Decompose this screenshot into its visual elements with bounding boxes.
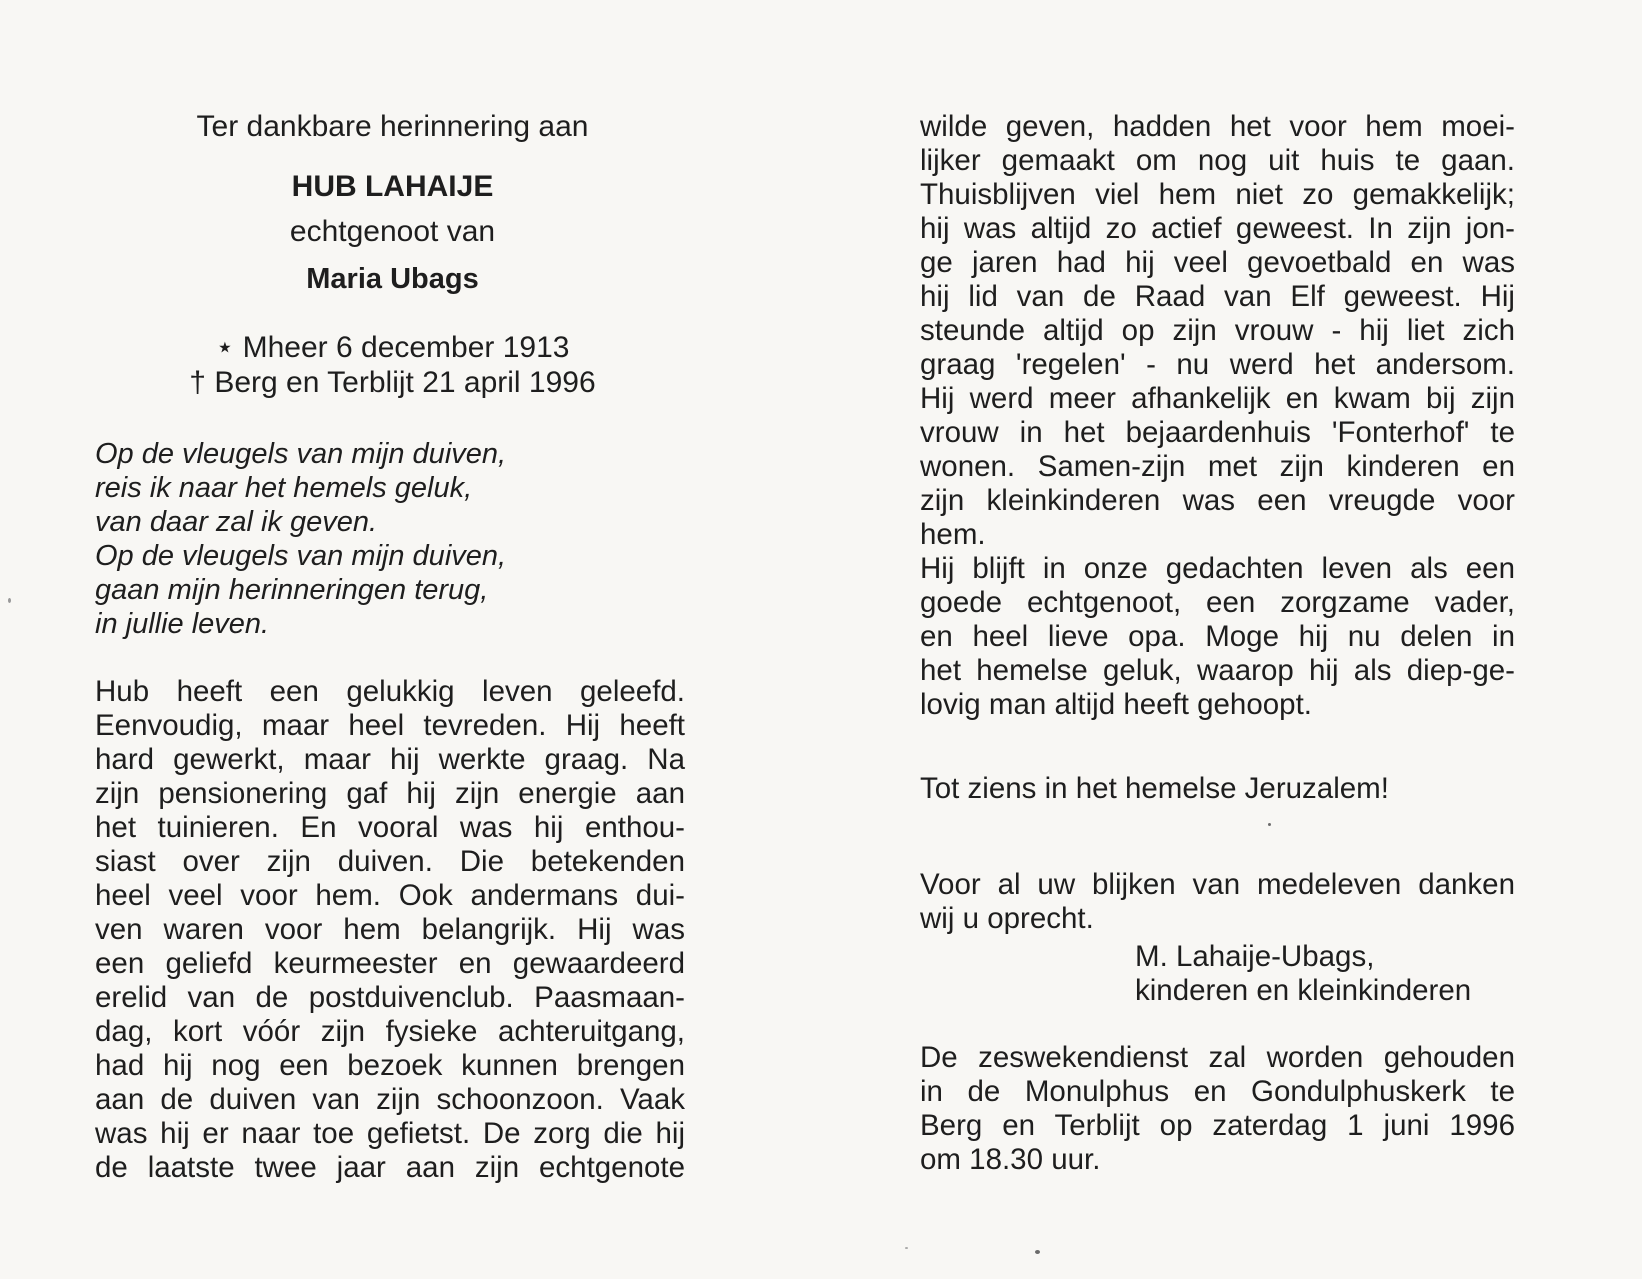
bio-line: siast over zijn duiven. Die betekenden [95,845,685,878]
biography-left [95,675,685,1185]
bio-line: heel veel voor hem. Ook andermans dui- [95,879,685,912]
bio-line: het hemelse geluk, waarop hij als diep-ge- [920,654,1515,687]
bio-line: was hij er naar toe gefietst. De zorg die hij [95,1117,685,1150]
bio-line: zijn pensionering gaf hij zijn energie aan [95,777,685,810]
birth-line: ⋆ Mheer 6 december 1913 [215,331,570,364]
signature-block [1135,940,1515,1008]
service-line: in de Monulphus en Gondulphuskerk te [920,1075,1515,1108]
dust-speck [8,598,11,603]
service-line: om 18.30 uur. [920,1143,1101,1176]
service-notice [920,1041,1515,1177]
bio-line: Thuisblijven viel hem niet zo gemakkelijk; [920,178,1515,211]
bio-line: ge jaren had hij veel gevoetbald en was [920,246,1515,279]
bio-line: steunde altijd op zijn vrouw - hij liet zich [920,314,1515,347]
farewell-line: Tot ziens in het hemelse Jeruzalem! [920,772,1389,805]
bio-line: het tuinieren. En vooral was hij enthou- [95,811,685,844]
dust-speck [1035,1250,1040,1254]
dust-speck [905,1247,908,1249]
poem-line: Op de vleugels van mijn duiven, [95,540,507,572]
bio-line: zijn kleinkinderen was een vreugde voor [920,484,1515,517]
bio-line: wilde geven, hadden het voor hem moei- [920,110,1515,143]
signer-line: M. Lahaije-Ubags, [1135,940,1375,973]
poem-line: Op de vleugels van mijn duiven, [95,438,507,470]
thanks-text [920,868,1515,936]
thanks-line: Voor al uw blijken van medeleven danken [920,868,1515,901]
deceased-name: HUB LAHAIJE [291,170,494,203]
bio-line: Eenvoudig, maar heel tevreden. Hij heeft [95,709,685,742]
poem-line: reis ik naar het hemels geluk, [95,472,473,504]
bio-line: hij was altijd zo actief geweest. In zijn jon- [920,212,1515,245]
bio-line: graag 'regelen' - nu werd het andersom. [920,348,1515,381]
death-line: † Berg en Terblijt 21 april 1996 [189,366,596,399]
poem-line: in jullie leven. [95,608,270,640]
poem-line: van daar zal ik geven. [95,506,378,538]
bio-line: en heel lieve opa. Moge hij nu delen in [920,620,1515,653]
biography-right [920,110,1515,722]
dust-speck [1268,823,1271,826]
bio-line: aan de duiven van zijn schoonzoon. Vaak [95,1083,685,1116]
thanks-line: wij u oprecht. [920,902,1094,935]
bio-line: vrouw in het bejaardenhuis 'Fonterhof' te [920,416,1515,449]
bio-line: dag, kort vóór zijn fysieke achteruitgang, [95,1015,685,1048]
bio-line: hem. [920,518,986,551]
bio-line: goede echtgenoot, een zorgzame vader, [920,586,1515,619]
poem [95,437,690,641]
service-line: De zeswekendienst zal worden gehouden [920,1041,1515,1074]
bio-line: een geliefd keurmeester en gewaardeerd [95,947,685,980]
bio-line: wonen. Samen-zijn met zijn kinderen en [920,450,1515,483]
bio-line: lovig man altijd heeft gehoopt. [920,688,1312,721]
spouse-name: Maria Ubags [306,263,479,295]
bio-line: lijker gemaakt om nog uit huis te gaan. [920,144,1515,177]
signer-line: kinderen en kleinkinderen [1135,974,1472,1007]
bio-line: Hij blijft in onze gedachten leven als een [920,552,1515,585]
bio-line: de laatste twee jaar aan zijn echtgenote [95,1151,685,1184]
bio-line: had hij nog een bezoek kunnen brengen [95,1049,685,1082]
spouse-label: echtgenoot van [289,215,496,248]
poem-line: gaan mijn herinneringen terug, [95,574,489,606]
bio-line: Hub heeft een gelukkig leven geleefd. [95,675,685,708]
intro-text: Ter dankbare herinnering aan [196,110,589,143]
bio-line: erelid van de postduivenclub. Paasmaan- [95,981,685,1014]
bio-line: hard gewerkt, maar hij werkte graag. Na [95,743,685,776]
bio-line: Hij werd meer afhankelijk en kwam bij zijn [920,382,1515,415]
bio-line: ven waren voor hem belangrijk. Hij was [95,913,685,946]
bio-line: hij lid van de Raad van Elf geweest. Hij [920,280,1515,313]
service-line: Berg en Terblijt op zaterdag 1 juni 1996 [920,1109,1515,1142]
